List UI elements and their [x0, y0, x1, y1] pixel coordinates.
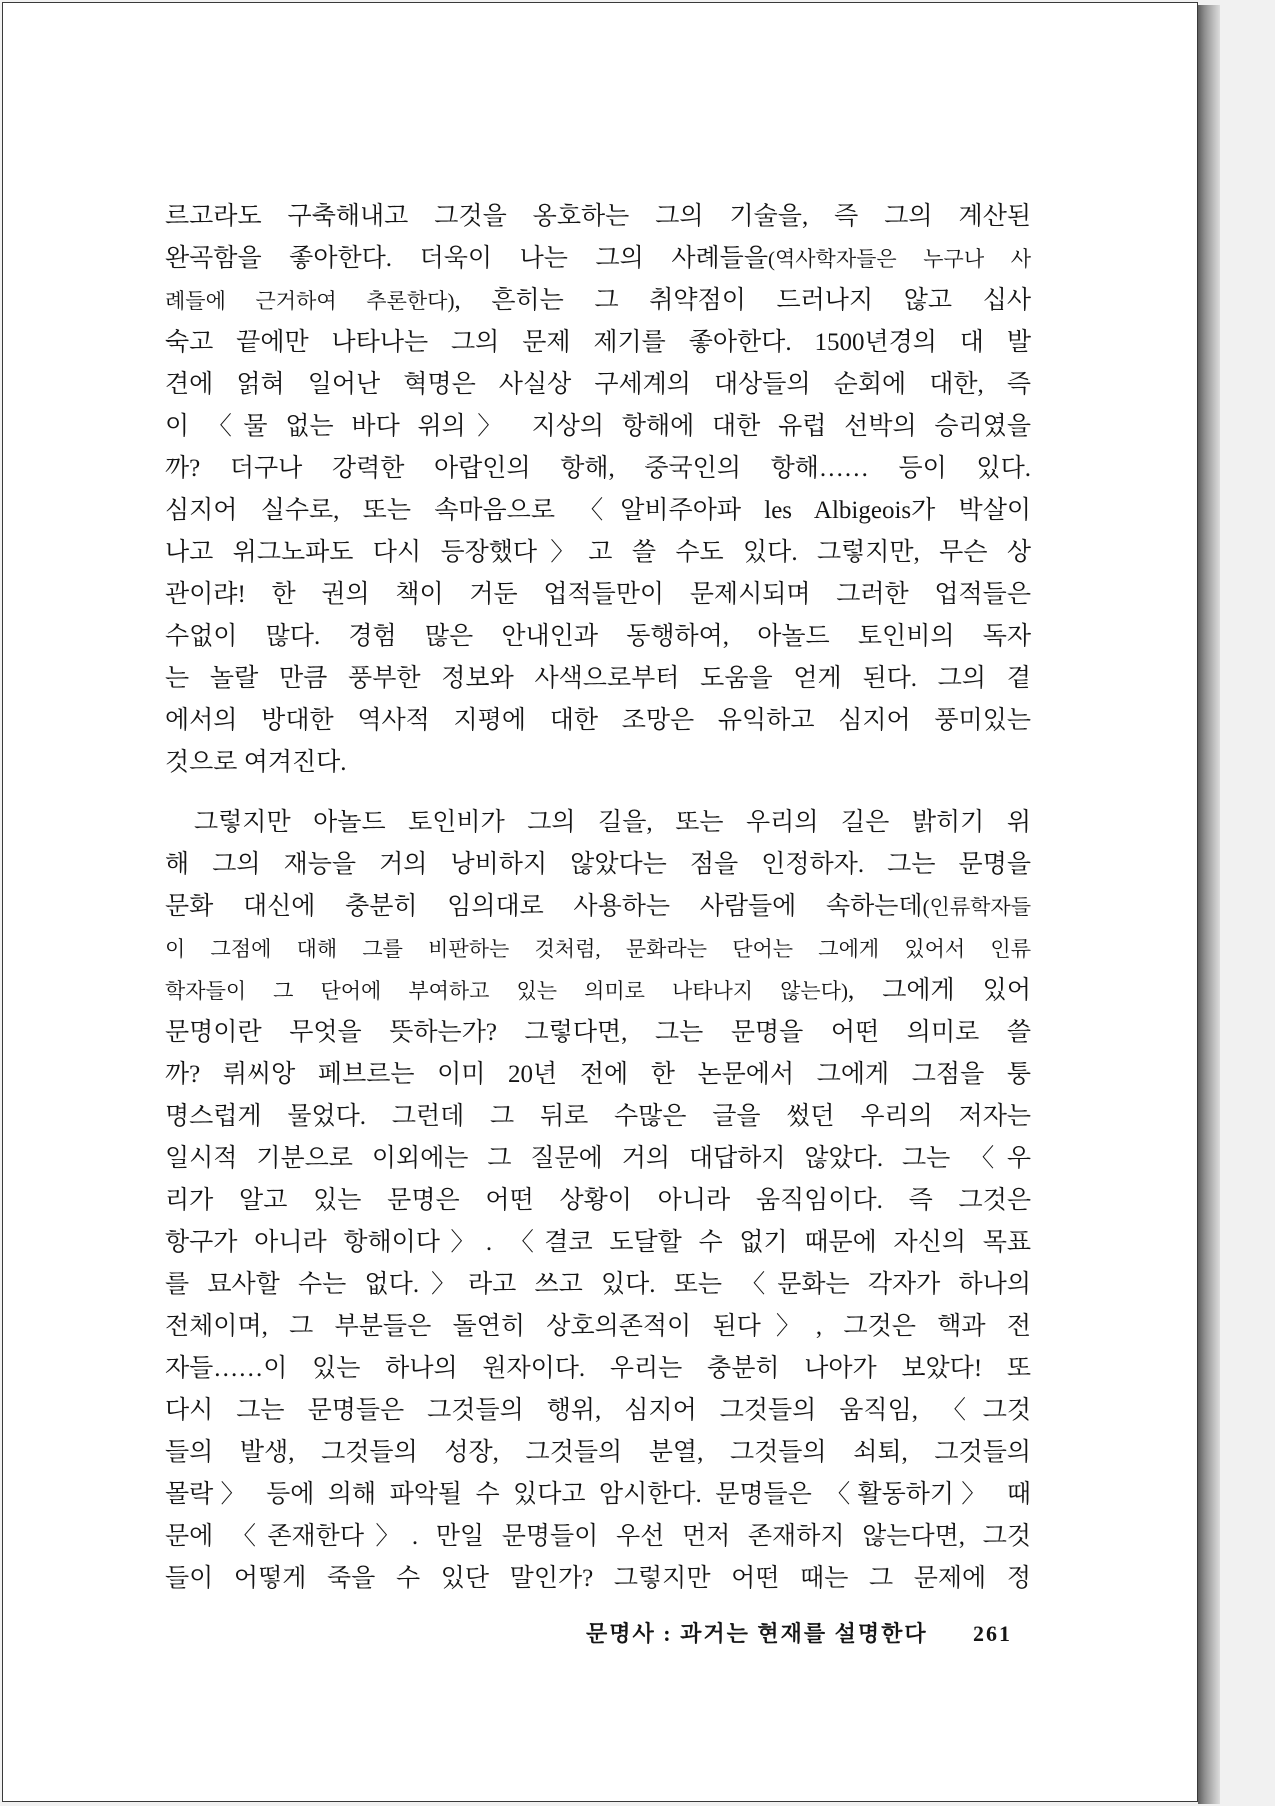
- line-text: 문화 대신에 충분히 임의대로 사용하는 사람들에 속하는데: [165, 893, 923, 920]
- parenthetical-text: 이 그점에 대해 그를 비판하는 것처럼, 문화라는 단어는 그에게 있어서 인류: [165, 937, 1031, 961]
- text-line: [165, 1054, 1031, 1096]
- text-line: [165, 802, 1031, 844]
- text-line: [165, 1096, 1031, 1138]
- line-text: 일시적 기분으로 이외에는 그 질문에 거의 대답하지 않았다. 그는 〈우: [165, 1145, 1031, 1172]
- line-text: 완곡함을 좋아한다. 더욱이 나는 그의 사례들을: [165, 245, 768, 272]
- text-line: [165, 1138, 1031, 1180]
- line-text: 견에 얽혀 일어난 혁명은 사실상 구세계의 대상들의 순회에 대한, 즉: [165, 371, 1031, 398]
- line-text: 들의 발생, 그것들의 성장, 그것들의 분열, 그것들의 쇠퇴, 그것들의: [165, 1439, 1031, 1466]
- text-line: [165, 658, 1031, 700]
- text-line: [165, 970, 1031, 1012]
- text-line: [165, 700, 1031, 742]
- parenthetical-text: (역사학자들은 누구나 사: [767, 247, 1031, 271]
- text-line: [165, 448, 1031, 490]
- parenthetical-text: 례들에 근거하여 추론한다): [165, 289, 455, 313]
- line-text: 자들……이 있는 하나의 원자이다. 우리는 충분히 나아가 보았다! 또: [165, 1355, 1031, 1382]
- text-line: [165, 406, 1031, 448]
- text-line: [165, 886, 1031, 928]
- line-text: 리가 알고 있는 문명은 어떤 상황이 아니라 움직임이다. 즉 그것은: [165, 1187, 1031, 1214]
- text-line: [165, 1348, 1031, 1390]
- text-line: [165, 1432, 1031, 1474]
- page-edge-shadow: [1198, 5, 1220, 1804]
- line-text: 에서의 방대한 역사적 지평에 대한 조망은 유익하고 심지어 풍미있는: [165, 707, 1031, 734]
- line-text: 몰락〉 등에 의해 파악될 수 있다고 암시한다. 문명들은 〈활동하기〉 때: [165, 1481, 1031, 1508]
- line-text: 그렇지만 아놀드 토인비가 그의 길을, 또는 우리의 길은 밝히기 위: [194, 809, 1031, 836]
- line-text: 심지어 실수로, 또는 속마음으로 〈알비주아파 les Albigeois가 박살이: [165, 497, 1031, 524]
- line-text: 다시 그는 문명들은 그것들의 행위, 심지어 그것들의 움직임, 〈그것: [165, 1397, 1031, 1424]
- text-line: [165, 532, 1031, 574]
- text-line: [165, 1306, 1031, 1348]
- line-text: 나고 위그노파도 다시 등장했다〉고 쓸 수도 있다. 그렇지만, 무슨 상: [165, 539, 1031, 566]
- text-line: [165, 1516, 1031, 1558]
- text-line: [165, 280, 1031, 322]
- text-line: [165, 1390, 1031, 1432]
- paragraph: [165, 196, 1031, 784]
- line-text: , 흔히는 그 취약점이 드러나지 않고 십사: [454, 287, 1032, 314]
- text-line: [165, 196, 1031, 238]
- line-text: 문명이란 무엇을 뜻하는가? 그렇다면, 그는 문명을 어떤 의미로 쓸: [165, 1019, 1031, 1046]
- text-line: [165, 616, 1031, 658]
- text-line: [165, 742, 1031, 784]
- text-line: [165, 1474, 1031, 1516]
- line-text: 것으로 여겨진다.: [165, 749, 347, 776]
- line-text: , 그에게 있어: [847, 977, 1031, 1004]
- body-text: [165, 196, 1031, 1600]
- line-text: 들이 어떻게 죽을 수 있단 말인가? 그렇지만 어떤 때는 그 문제에 정: [165, 1565, 1031, 1592]
- text-line: [165, 574, 1031, 616]
- line-text: 르고라도 구축해내고 그것을 옹호하는 그의 기술을, 즉 그의 계산된: [165, 203, 1031, 230]
- line-text: 해 그의 재능을 거의 낭비하지 않았다는 점을 인정하자. 그는 문명을: [165, 851, 1031, 878]
- line-text: 문에 〈존재한다〉. 만일 문명들이 우선 먼저 존재하지 않는다면, 그것: [165, 1523, 1031, 1550]
- line-text: 전체이며, 그 부분들은 돌연히 상호의존적이 된다〉, 그것은 핵과 전: [165, 1313, 1031, 1340]
- line-text: 숙고 끝에만 나타나는 그의 문제 제기를 좋아한다. 1500년경의 대 발: [165, 329, 1031, 356]
- line-text: 는 놀랄 만큼 풍부한 정보와 사색으로부터 도움을 얻게 된다. 그의 곁: [165, 665, 1031, 692]
- line-text: 명스럽게 물었다. 그런데 그 뒤로 수많은 글을 썼던 우리의 저자는: [165, 1103, 1031, 1130]
- text-line: [165, 844, 1031, 886]
- text-line: [165, 238, 1031, 280]
- paragraph: [165, 802, 1031, 1600]
- line-text: 까? 뤼씨앙 페브르는 이미 20년 전에 한 논문에서 그에게 그점을 퉁: [165, 1061, 1031, 1088]
- text-line: [165, 1558, 1031, 1600]
- text-line: [165, 1222, 1031, 1264]
- text-line: [165, 322, 1031, 364]
- text-line: [165, 490, 1031, 532]
- line-text: 이 〈물 없는 바다 위의〉 지상의 항해에 대한 유럽 선박의 승리였을: [165, 413, 1031, 440]
- line-text: 까? 더구나 강력한 아랍인의 항해, 중국인의 항해…… 등이 있다.: [165, 455, 1031, 482]
- line-text: 관이랴! 한 권의 책이 거둔 업적들만이 문제시되며 그러한 업적들은: [165, 581, 1031, 608]
- line-text: 를 묘사할 수는 없다.〉라고 쓰고 있다. 또는 〈문화는 각자가 하나의: [165, 1271, 1031, 1298]
- parenthetical-text: 학자들이 그 단어에 부여하고 있는 의미로 나타나지 않는다): [165, 979, 848, 1003]
- page-number: 261: [973, 1621, 1012, 1646]
- text-line: [165, 364, 1031, 406]
- text-line: [165, 1180, 1031, 1222]
- line-text: 항구가 아니라 항해이다〉. 〈결코 도달할 수 없기 때문에 자신의 목표: [165, 1229, 1031, 1256]
- line-text: 수없이 많다. 경험 많은 안내인과 동행하여, 아놀드 토인비의 독자: [165, 623, 1031, 650]
- text-line: [165, 928, 1031, 970]
- text-line: [165, 1264, 1031, 1306]
- running-title: 문명사 : 과거는 현재를 설명한다: [586, 1621, 928, 1646]
- text-line: [165, 1012, 1031, 1054]
- parenthetical-text: (인류학자들: [922, 895, 1031, 919]
